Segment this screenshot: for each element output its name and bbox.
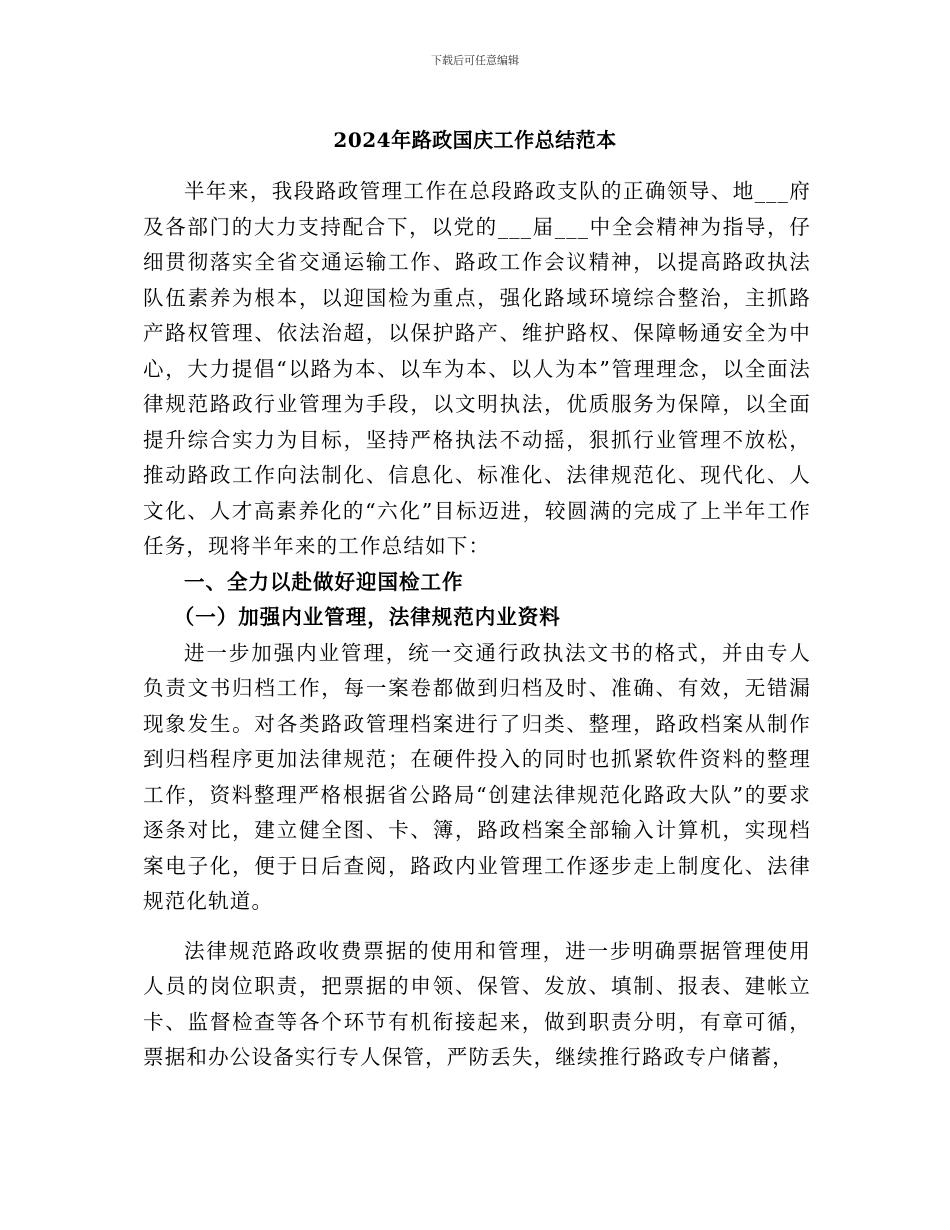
subsection-heading-1: （一）加强内业管理，法律规范内业资料 bbox=[173, 605, 561, 629]
body-paragraph-2: 进一步加强内业管理，统一交通行政执法文书的格式，并由专人负责文书归档工作，每一案卷都做到归档及时、准确、有效，无错漏现象发生。对各类路政管理档案进行了归类、整理，路政档案从制作到归档程序更加法律规范；在硬件投入的同时也抓紧软件资料的整理工作，资料整理严格根据省公路局“创建法律规范化路政大队”的要求逐条对比，建立健全图、卡、簿，路政档案全部输入计算机，实现档案电子化，便于日后查阅，路政内业管理工作逐步走上制度化、法律规范化轨道。 bbox=[143, 640, 811, 913]
document-title: 2024年路政国庆工作总结范本 bbox=[333, 128, 617, 152]
intro-paragraph: 半年来，我段路政管理工作在总段路政支队的正确领导、地___府及各部门的大力支持配合下，以党的___届___中全会精神为指导，仔细贯彻落实全省交通运输工作、路政工作会议精神，以提高路政执法队伍素养为根本，以迎国检为重点，强化路域环境综合整治，主抓路产路权管理、依法治超，以保护路产、维护路权、保障畅通安全为中心，大力提倡“以路为本、以车为本、以人为本”管理理念，以全面法律规范路政行业管理为手段，以文明执法，优质服务为保障，以全面提升综合实力为目标，坚持严格执法不动摇，狠抓行业管理不放松，推动路政工作向法制化、信息化、标准化、法律规范化、现代化、人文化、人才高素养化的“六化”目标迈进，较圆满的完成了上半年工作任务，现将半年来的工作总结如下： bbox=[143, 179, 811, 558]
document-body bbox=[143, 174, 811, 1076]
section-heading-1: 一、全力以赴做好迎国检工作 bbox=[184, 569, 464, 594]
header-note: 下载后可任意编辑 bbox=[431, 54, 519, 67]
paragraph-gap bbox=[143, 920, 811, 934]
body-paragraph-3: 法律规范路政收费票据的使用和管理，进一步明确票据管理使用人员的岗位职责，把票据的申领、保管、发放、填制、报表、建帐立卡、监督检查等各个环节有机衔接起来，做到职责分明，有章可循，票据和办公设备实行专人保管，严防丢失，继续推行路政专户储蓄， bbox=[143, 938, 811, 1069]
